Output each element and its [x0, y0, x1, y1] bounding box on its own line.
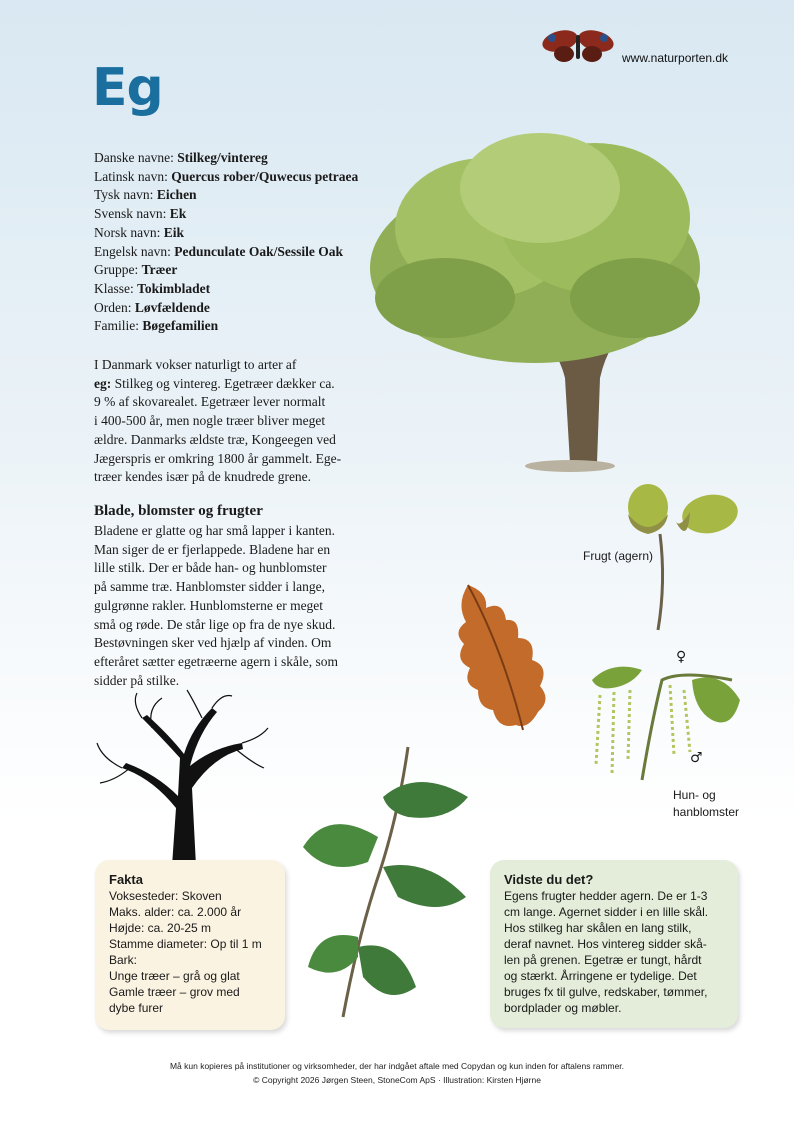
facts-line: Maks. alder: ca. 2.000 år — [109, 905, 242, 919]
acorn-label: Frugt (agern) — [583, 549, 654, 563]
facts-line: Gamle træer – grov med — [109, 985, 240, 999]
female-symbol: ♀ — [676, 649, 687, 665]
site-url[interactable]: www.naturporten.dk — [622, 51, 729, 65]
oak-branch-illustration — [298, 727, 488, 1027]
did-you-know-line: deraf navnet. Hos vintereg sidder skå- — [504, 937, 707, 951]
bare-tree-silhouette — [92, 688, 272, 866]
name-row: Familie: Bøgefamilien — [94, 318, 219, 334]
did-you-know-line: bordplader og møbler. — [504, 1001, 622, 1015]
name-row: Gruppe: Træer — [94, 262, 178, 278]
facts-line: Bark: — [109, 953, 138, 967]
facts-box — [95, 860, 285, 1030]
section-heading: Blade, blomster og frugter — [94, 503, 263, 519]
facts-line: dybe furer — [109, 1001, 164, 1015]
name-row: Klasse: Tokimbladet — [94, 280, 211, 296]
intro-paragraph: I Danmark vokser naturligt to arter af eg: Stilkeg og vintereg. Egetræer dækker ca. 9 % af skovarealet. Egetræer lever normalt i 400-500 år, men nogle træer bliver meget ældre. Danmarks ældste træ, Kongeegen ved Jægerspris er omkring 1800 år gammelt. Ege- træer kendes især på de knudrede grene. — [94, 357, 342, 485]
facts-heading: Fakta — [109, 872, 143, 887]
did-you-know-line: cm lange. Agernet sidder i en lille skål. — [504, 905, 709, 919]
page-title: Eg — [92, 58, 163, 118]
oak-tree-illustration — [365, 118, 705, 473]
butterfly-illustration — [540, 27, 616, 65]
facts-line: Unge træer – grå og glat — [109, 969, 240, 983]
male-symbol: ♂ — [690, 750, 703, 766]
autumn-leaf-illustration — [448, 580, 558, 735]
did-you-know-line: bruges fx til gulve, redskaber, tømmer, — [504, 985, 708, 999]
copyright-credits: © Copyright 2026 Jørgen Steen, StoneCom ApS · Illustration: Kirsten Hjørne — [253, 1075, 541, 1085]
facts-line: Voksesteder: Skoven — [109, 889, 222, 903]
facts-line: Højde: ca. 20-25 m — [109, 921, 212, 935]
section-paragraph: Bladene er glatte og har små lapper i kanten. Man siger de er fjerlappede. Bladene har en lille stilk. Der er både han- og hunblomster på samme træ. Hanblomster sidder i lange, gulgrønne rakler. Hunblomsterne er meget små og røde. De står lige op fra de nye skud. Bestøvningen sker ved hjælp af vinden. Om efteråret sætter egetræerne agern i skåle, som sidder på stilke. — [94, 523, 339, 688]
name-row: Latinsk navn: Quercus rober/Quwecus petraea — [94, 168, 359, 184]
did-you-know-line: Hos stilkeg har skålen en lang stilk, — [504, 921, 692, 935]
did-you-know-box — [490, 860, 738, 1028]
name-row: Svensk navn: Ek — [94, 206, 187, 222]
name-row: Tysk navn: Eichen — [94, 187, 197, 203]
flowers-label-line2: hanblomster — [673, 805, 740, 819]
did-you-know-line: Egens frugter hedder agern. De er 1-3 — [504, 889, 708, 903]
did-you-know-line: len på grenen. Egetræ er tungt, hårdt — [504, 953, 702, 967]
did-you-know-line: og stærkt. Årringene er tydelige. Det — [504, 969, 697, 983]
oak-flowers-illustration — [582, 640, 747, 785]
did-you-know-heading: Vidste du det? — [504, 872, 594, 887]
facts-line: Stamme diameter: Op til 1 m — [109, 937, 262, 951]
name-row: Engelsk navn: Pedunculate Oak/Sessile Oak — [94, 243, 344, 259]
name-row: Norsk navn: Eik — [94, 224, 185, 240]
flowers-label-line1: Hun- og — [673, 788, 716, 802]
names-list — [94, 149, 358, 336]
name-row: Orden: Løvfældende — [94, 299, 210, 315]
name-row: Danske navne: Stilkeg/vintereg — [94, 150, 268, 165]
copyright-notice: Må kun kopieres på institutioner og virksomheder, der har indgået aftale med Copydan og kun inden for aftalens rammer. — [169, 1061, 625, 1071]
